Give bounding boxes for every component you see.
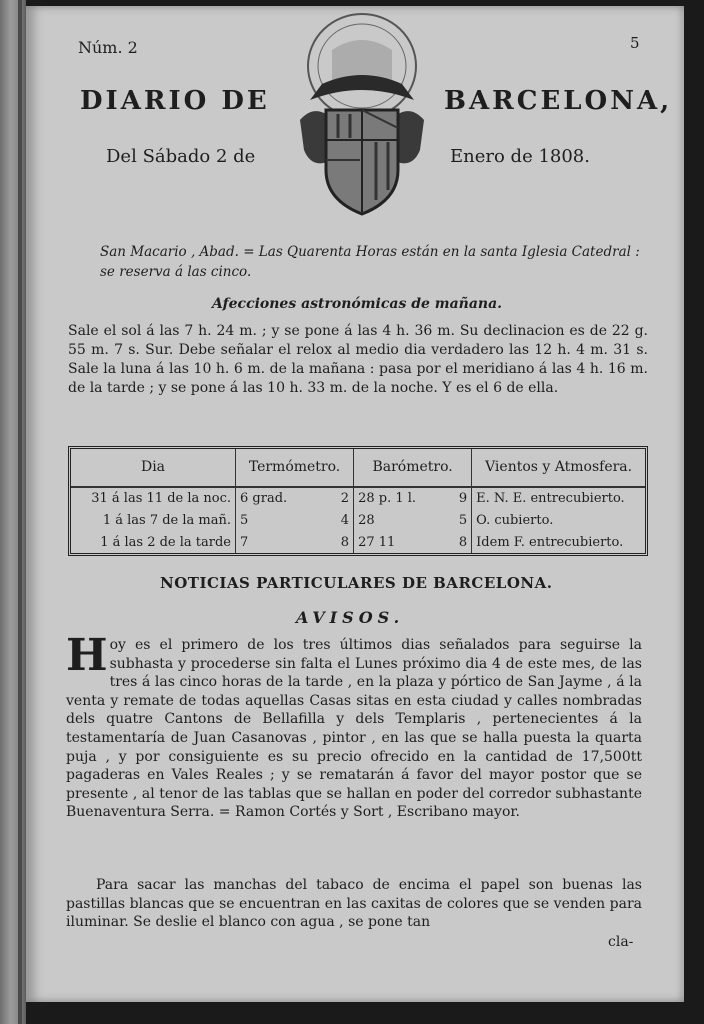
dateline-right: Enero de 1808. (450, 146, 590, 167)
spine-edge (18, 0, 22, 1024)
table-cell: 1 á las 7 de la mañ. (71, 510, 236, 532)
table-cell: 6 grad. (240, 491, 288, 507)
issue-number: Núm. 2 (78, 38, 138, 57)
table-header-row (71, 449, 645, 487)
table-cell: 4 (326, 510, 353, 532)
astronomy-text: Sale el sol á las 7 h. 24 m. ; y se pone á las 4 h. 36 m. Su declinacion es de 22 g. 55 m. 7 s. Sur. Debe señalar el relox al medio dia verdadero las 12 h. 4 m. 31 s. Sale la luna á las 10 h. 6 m. de la mañana : pasa por el meridiano á las 4 h. 16 m. de la tarde ; y se pone á las 10 h. 33 m. de la noche. Y es el 6 de ella. (68, 323, 648, 396)
auction-notice-text: oy es el primero de los tres últimos dias señalados para seguirse la subhasta y procederse sin falta el Lunes próximo dia 4 de este mes, de las tres á las cinco horas de la tarde , en la plaza y pórtico de San Jayme , á la venta y remate de todas aquellas Casas sitas en esta ciudad y calles nombradas dels quatre Cantons de Bellafilla y dels Templaris , pertenecientes á la testamentaría de Juan Casanovas , pintor , en las que se halla puesta la quarta puja , y por consiguiente es su precio ofrecido en la cantidad de 17,500tt pagaderas en Vales Reales ; y se rematarán á favor del mayor postor que se presente , al tenor de las tablas que se hallan en poder del corredor subhastante Buenaventura Serra. = Ramon Cortés y Sort , Escribano mayor. (66, 637, 642, 821)
table-cell: E. N. E. entrecubierto. (476, 491, 625, 507)
book-spine (0, 0, 26, 1024)
newspaper-page (26, 6, 684, 1002)
coat-of-arms-seal (282, 10, 442, 222)
table-cell: 2 (326, 487, 353, 510)
table-row (71, 531, 645, 553)
table-header: Termómetro. (236, 449, 354, 487)
masthead-right: BARCELONA, (444, 86, 673, 116)
table-cell: Idem F. entrecubierto. (476, 534, 624, 550)
notices-heading: AVISOS. (296, 608, 405, 627)
table-cell: 8 (448, 531, 472, 553)
table-row (71, 510, 645, 532)
table-cell: 31 á las 11 de la noc. (71, 487, 236, 510)
table-cell: 5 (240, 512, 249, 528)
saints-notice: San Macario , Abad. = Las Quarenta Horas están en la santa Iglesia Catedral : se reserva á las cinco. (100, 244, 640, 280)
table-cell: 9 (448, 487, 472, 510)
astronomy-heading: Afecciones astronómicas de mañana. (212, 296, 503, 312)
page-number: 5 (630, 34, 640, 52)
catchword: cla- (608, 934, 634, 950)
table-cell: 27 11 (358, 534, 396, 550)
tobacco-stain-notice: Para sacar las manchas del tabaco de encima el papel son buenas las pastillas blancas que se encuentran en las caxitas de colores que se venden para iluminar. Se deslie el blanco con agua , se pone tan (66, 877, 642, 931)
table-header: Barómetro. (354, 449, 472, 487)
table-header: Vientos y Atmosfera. (472, 449, 645, 487)
table-cell: 28 (358, 512, 375, 528)
auction-notice (66, 630, 642, 822)
table-cell: 28 p. 1 l. (358, 491, 417, 507)
table-row (71, 487, 645, 510)
table-header: Dia (71, 449, 236, 487)
table-cell: 1 á las 2 de la tarde (71, 531, 236, 553)
section-heading: NOTICIAS PARTICULARES DE BARCELONA. (160, 574, 553, 592)
masthead-left: DIARIO DE (80, 86, 270, 116)
weather-table (68, 446, 648, 556)
table-cell: O. cubierto. (476, 512, 554, 528)
drop-cap: H (66, 630, 108, 681)
table-cell: 8 (326, 531, 353, 553)
table-cell: 7 (240, 534, 249, 550)
table-cell: 5 (448, 510, 472, 532)
dateline-left: Del Sábado 2 de (106, 146, 256, 167)
